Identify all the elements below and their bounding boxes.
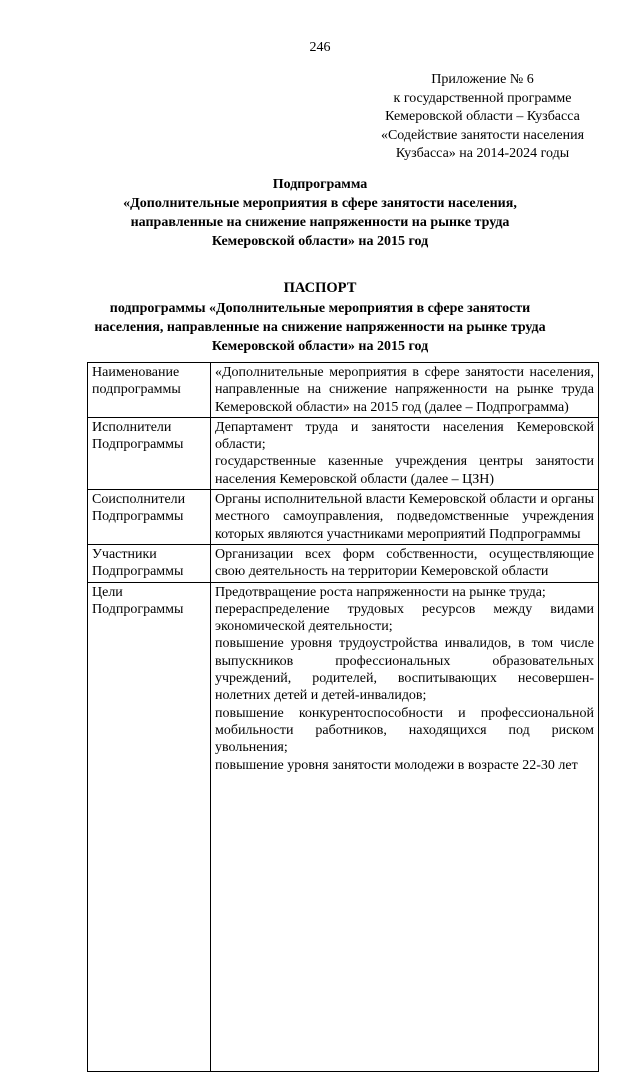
row-paragraph: Организации всех форм собственности, осуществляющие свою деятельность на территории Кемеровской области <box>215 546 594 580</box>
row-paragraph: «Дополнительные мероприятия в сфере занятости населения, направленные на снижение напряженности на рынке труда Кемеровской области» на 2015 год (далее – Подпрограмма) <box>215 365 594 415</box>
appendix-line: к государственной программе <box>393 90 572 106</box>
row-label: Исполнители Подпрограммы <box>88 417 211 489</box>
table-row <box>88 417 599 489</box>
row-label: Участники Подпрограммы <box>88 544 211 582</box>
passport-title-line: подпрограммы «Дополнительные мероприятия в сфере занятости <box>109 301 531 316</box>
row-value <box>211 363 599 418</box>
passport-heading: ПАСПОРТ <box>283 280 357 296</box>
row-paragraph: повышение уровня занятости молодежи в возрасте 22-30 лет <box>215 757 578 773</box>
subprogram-title-line: Кемеровской области» на 2015 год <box>211 234 429 249</box>
row-paragraph: перераспределение трудовых ресурсов между видами экономической деятельности; <box>215 601 594 635</box>
passport-title-line: Кемеровской области» на 2015 год <box>211 339 429 354</box>
row-paragraph: государственные казенные учреждения центры занятости населения Кемеровской области (далее – ЦЗН) <box>215 454 594 487</box>
row-paragraph: Предотвращение роста напряженности на рынке труда; <box>215 584 546 600</box>
appendix-line: Приложение № 6 <box>431 72 534 87</box>
page-number: 246 <box>309 40 331 55</box>
subprogram-title-line: «Дополнительные мероприятия в сфере занятости населения, <box>123 196 517 211</box>
table-row <box>88 490 599 545</box>
passport-table <box>87 362 599 1072</box>
appendix-note <box>340 71 625 164</box>
passport-title-line: населения, направленные на снижение напряженности на рынке труда <box>94 320 546 335</box>
row-paragraph: повышение конкурентоспособности и профессиональной мобильности работников, находящихся под риском увольнения; <box>215 705 594 756</box>
row-paragraph: Органы исполнительной власти Кемеровской области и органы местного самоуправления, подведомственные учреждения которых являются участниками мероприятий Подпрограммы <box>215 492 594 542</box>
appendix-line: Кузбасса» на 2014-2024 годы <box>395 146 570 161</box>
subprogram-title-line: Подпрограмма <box>272 177 368 192</box>
appendix-line: «Содействие занятости населения <box>380 127 585 143</box>
row-paragraph: повышение уровня трудоустройства инвалидов, в том числе выпускников профессиональных образовательных учреждений, родителей, воспитывающих несовершен-нолетних детей и детей-инвалидов; <box>215 636 594 704</box>
appendix-line: Кемеровской области – Кузбасса <box>385 109 580 124</box>
row-label: Соисполнители Подпрограммы <box>88 490 211 545</box>
table-row <box>88 582 599 1071</box>
row-value <box>211 417 599 489</box>
passport-title <box>80 279 560 356</box>
row-label: Цели Подпрограммы <box>88 582 211 1071</box>
row-value <box>211 490 599 545</box>
row-value <box>211 544 599 582</box>
row-paragraph: Департамент труда и занятости населения Кемеровской области; <box>215 419 594 453</box>
table-row <box>88 544 599 582</box>
row-label: Наименование подпрограммы <box>88 363 211 418</box>
row-value <box>211 582 599 1071</box>
table-row <box>88 363 599 418</box>
subprogram-title <box>80 175 560 251</box>
subprogram-title-line: направленные на снижение напряженности на рынке труда <box>130 215 510 230</box>
